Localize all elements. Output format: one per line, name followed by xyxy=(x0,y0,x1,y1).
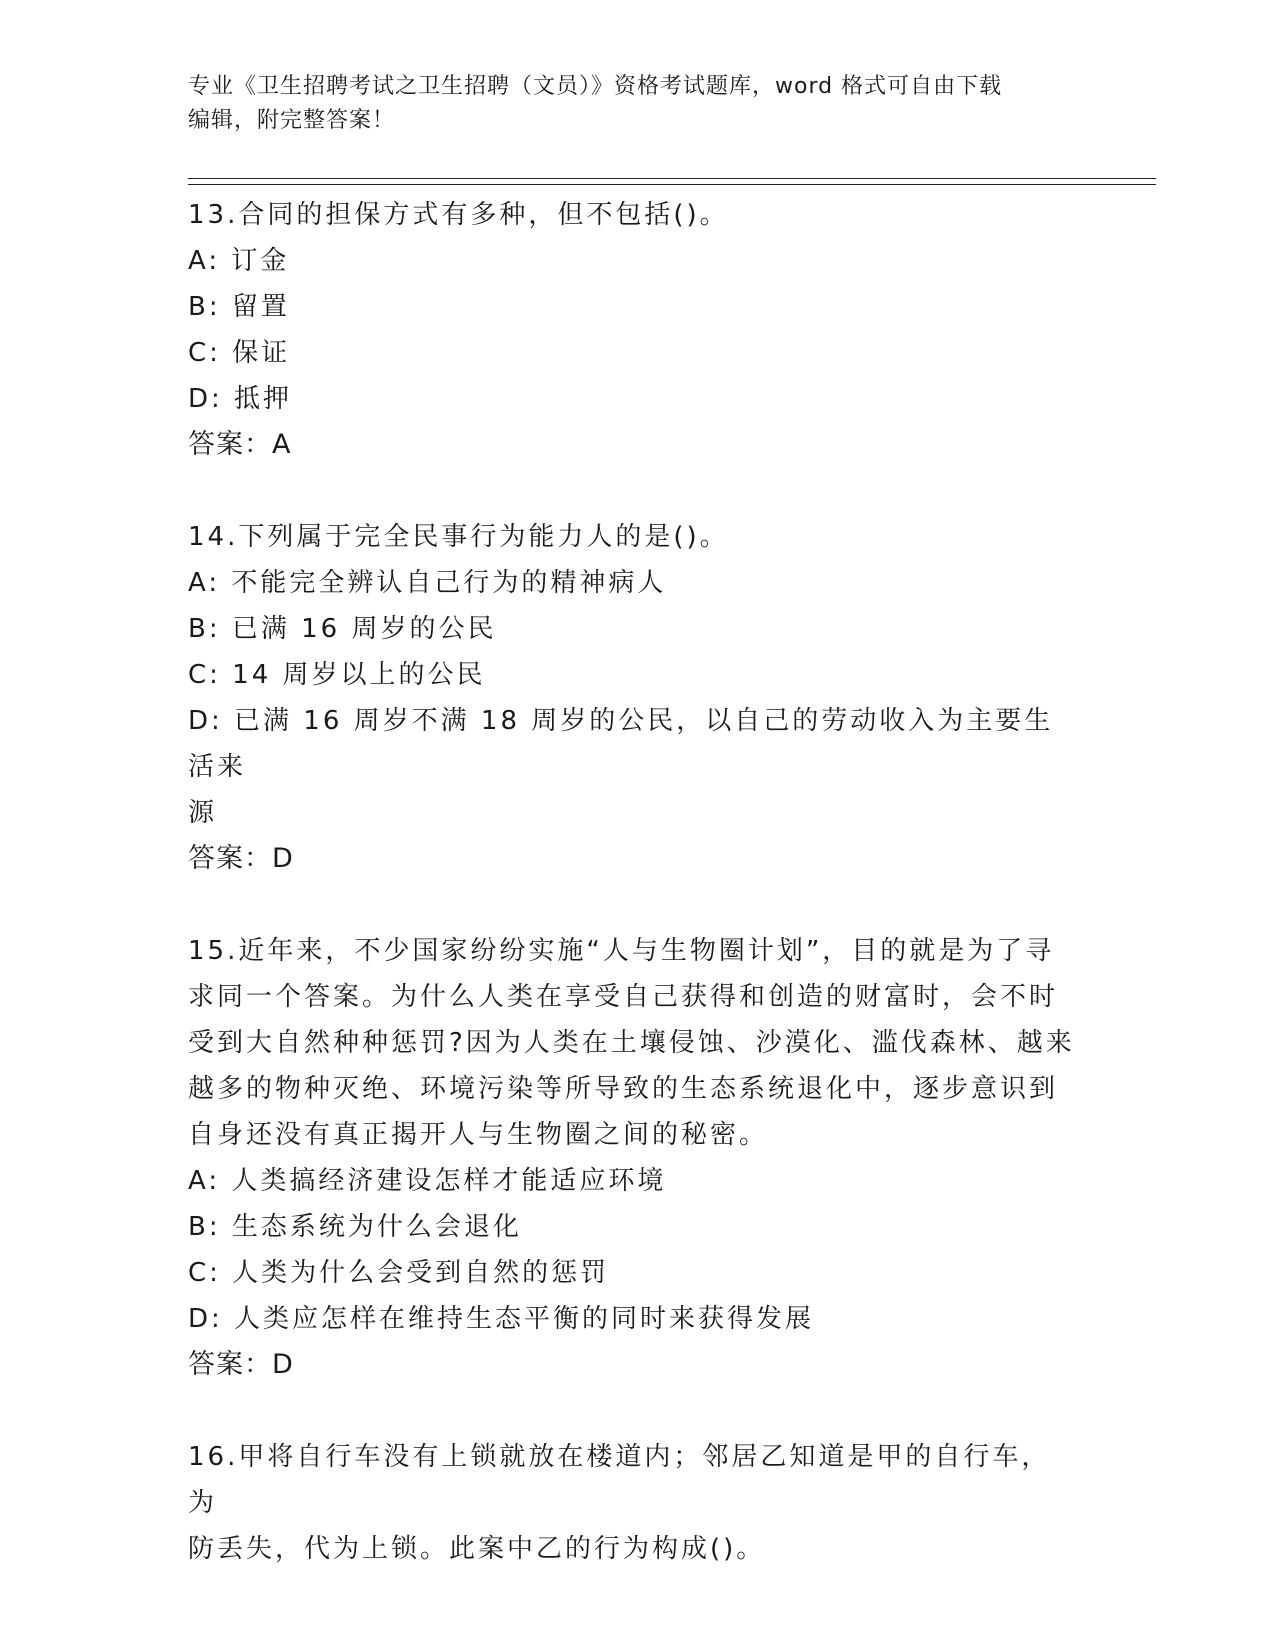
question-stem-line-5: 自身还没有真正揭开人与生物圈之间的秘密。 xyxy=(188,1120,769,1150)
answer-label: 答案：A xyxy=(188,429,292,460)
header-line-2: 编辑，附完整答案！ xyxy=(188,108,396,133)
question-stem-line-1: 15.近年来，不少国家纷纷实施“人与生物圈计划”，目的就是为了寻 xyxy=(188,936,1055,966)
question-13 xyxy=(188,192,1078,468)
question-stem-line-2: 求同一个答案。为什么人类在享受自己获得和创造的财富时，会不时 xyxy=(188,982,1059,1012)
answer-label: 答案：D xyxy=(188,843,294,874)
option-b: B: 已满 16 周岁的公民 xyxy=(188,614,497,644)
question-16 xyxy=(188,1434,1078,1572)
question-15 xyxy=(188,928,1078,1388)
option-c: C: 保证 xyxy=(188,338,291,368)
option-d: D: 人类应怎样在维持生态平衡的同时来获得发展 xyxy=(188,1304,815,1334)
spacer xyxy=(188,468,1078,514)
option-b: B: 生态系统为什么会退化 xyxy=(188,1212,522,1242)
option-b: B: 留置 xyxy=(188,292,290,322)
question-stem: 14.下列属于完全民事行为能力人的是()。 xyxy=(188,522,729,552)
spacer xyxy=(188,882,1078,928)
question-stem-line-1: 16.甲将自行车没有上锁就放在楼道内；邻居乙知道是甲的自行车，为 xyxy=(188,1442,1051,1518)
question-stem-line-3: 受到大自然种种惩罚?因为人类在土壤侵蚀、沙漠化、滥伐森林、越来 xyxy=(188,1028,1075,1058)
option-d: D: 已满 16 周岁不满 18 周岁的公民，以自己的劳动收入为主要生活来 xyxy=(188,706,1054,782)
option-a: A: 订金 xyxy=(188,246,290,276)
option-a: A: 不能完全辨认自己行为的精神病人 xyxy=(188,568,667,598)
option-c: C: 14 周岁以上的公民 xyxy=(188,660,486,690)
header-rule-bottom xyxy=(188,184,1156,185)
document-header xyxy=(188,70,1088,138)
question-stem-line-2: 防丢失，代为上锁。此案中乙的行为构成()。 xyxy=(188,1534,766,1564)
question-stem-line-4: 越多的物种灭绝、环境污染等所导致的生态系统退化中，逐步意识到 xyxy=(188,1074,1059,1104)
question-stem: 13.合同的担保方式有多种，但不包括()。 xyxy=(188,200,729,230)
option-c: C: 人类为什么会受到自然的惩罚 xyxy=(188,1258,610,1288)
answer-label: 答案：D xyxy=(188,1349,294,1380)
option-d-continued: 源 xyxy=(188,798,218,828)
question-list xyxy=(188,192,1078,1572)
option-d: D: 抵押 xyxy=(188,384,293,414)
option-a: A: 人类搞经济建设怎样才能适应环境 xyxy=(188,1166,667,1196)
spacer xyxy=(188,1388,1078,1434)
header-rule-top xyxy=(188,178,1156,179)
question-14 xyxy=(188,514,1078,882)
header-line-1: 专业《卫生招聘考试之卫生招聘（文员）》资格考试题库，word 格式可自由下载 xyxy=(188,74,1003,99)
